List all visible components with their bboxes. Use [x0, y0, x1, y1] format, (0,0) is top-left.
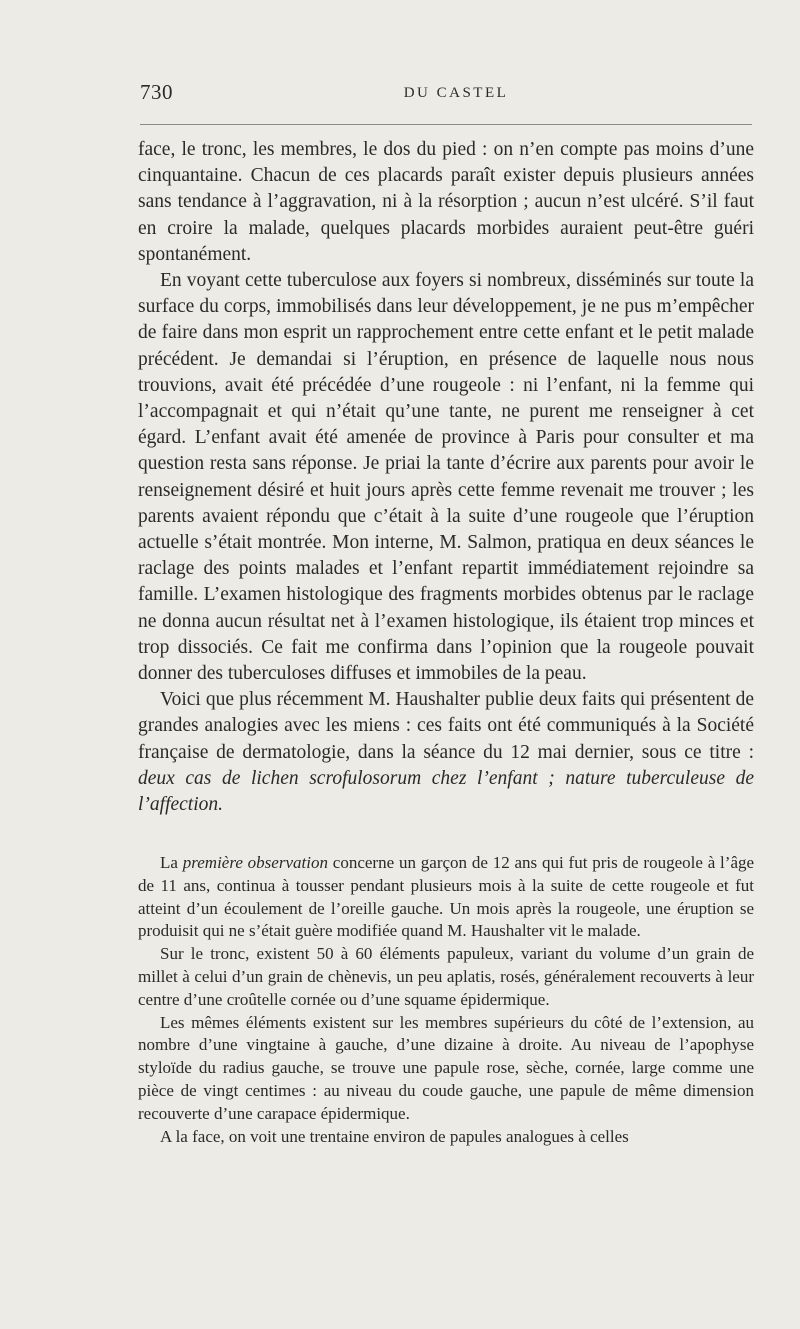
paragraph-2: En voyant cette tuberculose aux foyers si nombreux, disséminés sur toute la surface du corps, immobilisés dans leur développement, je ne pus m’empêcher de faire dans mon esprit un rapprochement entre cette enfant et le petit malade précédent. Je demandai si l’éruption, en présence de laquelle nous nous trouvions, avait été précédée d’une rougeole : ni l’enfant, ni la femme qui l’accompagnait et qui n’était qu’une tante, ne purent me renseigner à cet égard. L’enfant avait été amenée de province à Paris pour consulter et ma question resta sans réponse. Je priai la tante d’écrire aux parents pour avoir le renseignement désiré et huit jours après cette femme revenait me trouver ; les parents avaient répondu que c’était à la suite d’une rougeole que l’éruption actuelle s’était montrée. Mon interne, M. Salmon, pratiqua en deux séances le raclage des points malades et l’enfant repartit immédiatement rejoindre sa famille. L’examen histologique des fragments morbides obtenus par le raclage ne donna aucun résultat net à l’examen histologique, ils étaient trop minces et trop dissociés. Ce fait me confirma dans l’opinion que la rougeole pouvait donner des tuberculoses diffuses et immobiles de la peau.	[138, 270, 754, 685]
observation-paragraph-3: Les mêmes éléments existent sur les membres supérieurs du côté de l’extension, au nombre d’une vingtaine à gauche, d’une dizaine à droite. Au niveau de l’apophyse styloïde du radius gauche, se trouve une papule rose, sèche, cornée, large comme une pièce de vingt centimes : au niveau du coude gauche, une papule de même dimension recouverte d’une carapace épidermique.	[138, 1012, 754, 1123]
observation-paragraph-1	[138, 852, 754, 943]
paragraph-1: face, le tronc, les membres, le dos du pied : on n’en compte pas moins d’une cinquantaine. Chacun de ces placards paraît exister depuis plusieurs années sans tendance à l’aggravation, ni à la résorption ; aucun n’est ulcéré. S’il faut en croire la malade, quelques placards morbides auraient peut-être guéri spontanément.	[138, 139, 754, 265]
header-rule	[140, 124, 752, 125]
observation-article: La	[160, 853, 178, 872]
observation-paragraph-1-text: concerne un garçon de 12 ans qui fut pris de rougeole à l’âge de 11 ans, continua à tousser pendant plusieurs mois à la suite de cette rougeole et fut atteint d’un écoulement de l’oreille gauche. Un mois après la rougeole, une éruption se produisit qui ne s’était guère modifiée quand M. Haushalter vit le malade.	[138, 853, 755, 941]
observation-label: première observation	[182, 853, 328, 872]
observation-text	[138, 852, 754, 1148]
observation-paragraph-4: A la face, on voit une trentaine environ de papules analogues à celles	[160, 1126, 629, 1146]
paragraph-3	[138, 687, 754, 818]
paragraph-3-lead: Voici que plus récemment M. Haushalter publie deux faits qui présentent de grandes analogies avec les miens : ces faits ont été communiqués à la Société française de dermatologie, dans la séance du 12 mai dernier, sous ce titre :	[138, 689, 754, 763]
cited-title: deux cas de lichen scrofulosorum chez l’enfant ; nature tuberculeuse de l’affection.	[138, 767, 754, 816]
page-header	[140, 80, 752, 110]
main-text	[138, 137, 754, 818]
page-number: 730	[140, 80, 173, 104]
observation-paragraph-2: Sur le tronc, existent 50 à 60 éléments papuleux, variant du volume d’un grain de millet à celui d’un grain de chènevis, un peu aplatis, rosés, généralement recouverts à leur centre d’une croûtelle cornée ou d’une squame épidermique.	[138, 944, 754, 1009]
running-head: DU CASTEL	[403, 85, 509, 101]
